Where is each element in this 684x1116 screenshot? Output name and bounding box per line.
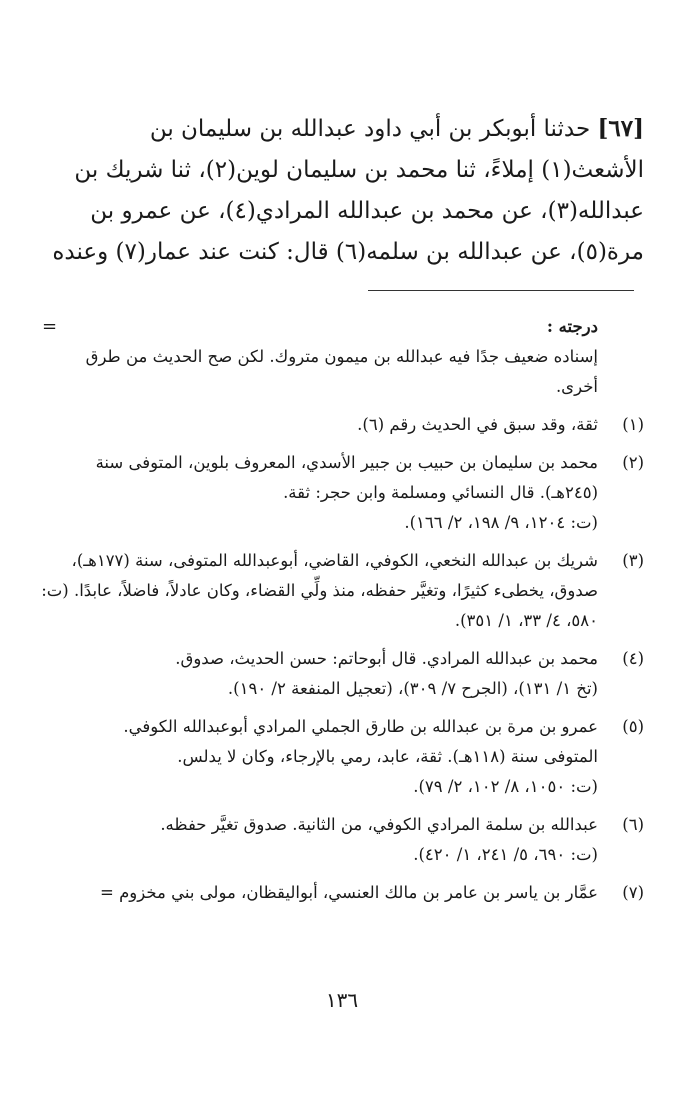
footnote-line: شريك بن عبدالله النخعي، الكوفي، القاضي، أبوعبدالله المتوفى، سنة (١٧٧هـ)، صدوق، يخطىء كثيرًا، وتغيَّر حفظه، منذ ولِّي القضاء، وكان عادلاً، فاضلاً، عابدًا. (ت: ٥٨٠، ٤/ ٣٣، ١/ ٣٥١). xyxy=(41,551,598,630)
footnote-number: (٦) xyxy=(622,815,644,834)
hadith-number: [٦٧] xyxy=(597,115,644,142)
footnote-body xyxy=(40,644,598,704)
footnote-body xyxy=(40,448,598,538)
footnote-3 xyxy=(40,546,644,636)
footnotes xyxy=(40,312,644,916)
daraja-text: إسناده ضعيف جدًا فيه عبدالله بن ميمون متروك. لكن صح الحديث من طرق أخرى. xyxy=(85,347,598,396)
footnote-line: محمد بن سليمان بن حبيب بن جبير الأسدي، المعروف بلوين، المتوفى سنة (٢٤٥هـ). قال النسائي ومسلمة وابن حجر: ثقة. xyxy=(95,453,598,502)
footnote-4 xyxy=(40,644,644,704)
footnote-separator xyxy=(368,290,634,291)
footnote-line: (ت: ٦٩٠، ٥/ ٢٤١، ١/ ٤٢٠). xyxy=(413,845,598,864)
footnote-number: (٧) xyxy=(622,883,644,902)
footnote-number: (١) xyxy=(622,415,644,434)
footnote-7 xyxy=(40,878,644,908)
hadith-line-3: عبدالله(٣)، عن محمد بن عبدالله المرادي(٤)، عن عمرو بن xyxy=(90,198,644,224)
footnote-6 xyxy=(40,810,644,870)
footnote-line: عمرو بن مرة بن عبدالله بن طارق الجملي المرادي أبوعبدالله الكوفي. xyxy=(123,717,598,736)
footnote-line: ثقة، وقد سبق في الحديث رقم (٦). xyxy=(357,415,598,434)
page-number: ١٣٦ xyxy=(325,988,359,1012)
footnote-body xyxy=(40,878,598,908)
footnote-line: (ت: ١٢٠٤، ٩/ ١٩٨، ٢/ ١٦٦). xyxy=(404,513,598,532)
footnote-line: عمَّار بن ياسر بن عامر بن مالك العنسي، أبواليقظان، مولى بني مخزوم = xyxy=(100,883,598,902)
footnote-1 xyxy=(40,410,644,440)
hadith-line-4: مرة(٥)، عن عبدالله بن سلمه(٦) قال: كنت عند عمار(٧) وعنده xyxy=(52,239,644,265)
footnote-line: المتوفى سنة (١١٨هـ). ثقة، عابد، رمي بالإرجاء، وكان لا يدلس. xyxy=(177,747,598,766)
footnote-line: محمد بن عبدالله المرادي. قال أبوحاتم: حسن الحديث، صدوق. xyxy=(175,649,598,668)
footnote-number: (٥) xyxy=(622,717,644,736)
hadith-text xyxy=(40,108,644,273)
continuation-mark: = xyxy=(42,316,58,337)
hadith-line-2: الأشعث(١) إملاءً، ثنا محمد بن سليمان لوين(٢)، ثنا شريك بن xyxy=(74,157,644,183)
hadith-line-1: حدثنا أبوبكر بن أبي داود عبدالله بن سليمان بن xyxy=(149,116,591,142)
footnote-line: (ت: ١٠٥٠، ٨/ ١٠٢، ٢/ ٧٩). xyxy=(413,777,598,796)
footnote-line: (تخ ١/ ١٣١)، (الجرح ٧/ ٣٠٩)، (تعجيل المنفعة ٢/ ١٩٠). xyxy=(227,679,598,698)
footnote-number: (٤) xyxy=(622,649,644,668)
footnote-body xyxy=(40,712,598,802)
footnote-number: (٣) xyxy=(622,551,644,570)
footnote-2 xyxy=(40,448,644,538)
footnote-body xyxy=(40,410,598,440)
footnote-body xyxy=(40,546,598,636)
daraja-heading: درجته : xyxy=(546,317,598,336)
footnote-5 xyxy=(40,712,644,802)
footnote-number: (٢) xyxy=(622,453,644,472)
footnote-body xyxy=(40,810,598,870)
footnote-line: عبدالله بن سلمة المرادي الكوفي، من الثانية. صدوق تغيَّر حفظه. xyxy=(160,815,598,834)
